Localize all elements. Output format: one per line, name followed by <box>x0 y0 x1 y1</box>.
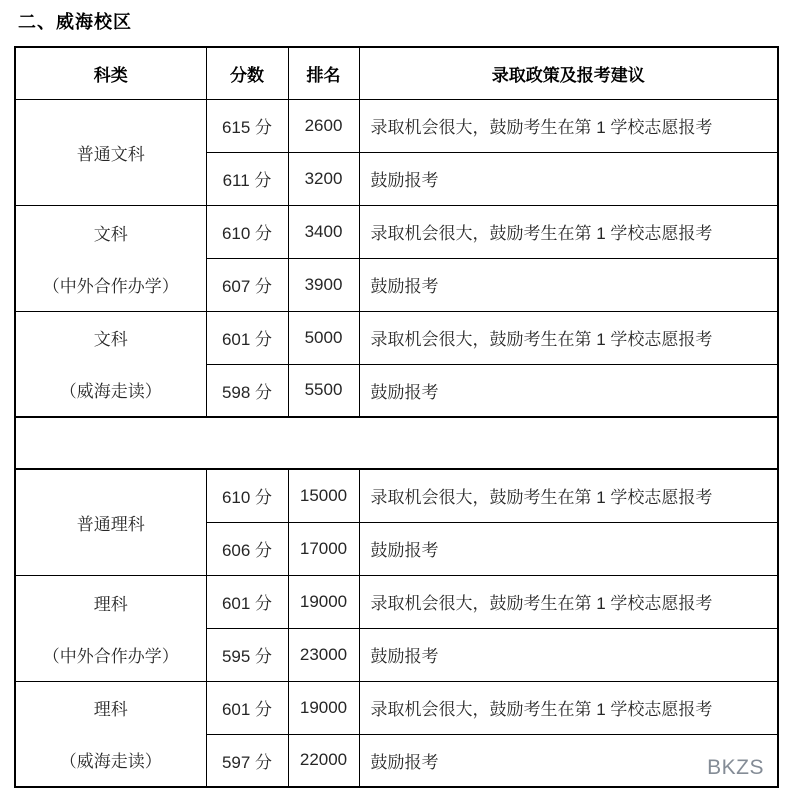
category-sublabel: （威海走读） <box>59 752 162 772</box>
advice-cell: 录取机会很大，鼓励考生在第 1 学校志愿报考 <box>359 99 778 152</box>
table-row <box>15 575 778 628</box>
rank-cell: 15000 <box>288 469 359 522</box>
score-cell: 601 分 <box>206 681 288 734</box>
rank-cell: 23000 <box>288 628 359 681</box>
advice-cell: 录取机会很大，鼓励考生在第 1 学校志愿报考 <box>359 311 778 364</box>
advice-cell: 鼓励报考 <box>359 152 778 205</box>
score-cell: 595 分 <box>206 628 288 681</box>
table-row <box>15 205 778 258</box>
advice-cell: 鼓励报考 <box>359 734 778 787</box>
category-label: 文科 <box>93 224 128 244</box>
rank-cell: 5000 <box>288 311 359 364</box>
admission-score-table <box>14 46 779 788</box>
category-cell <box>15 575 206 681</box>
rank-cell: 19000 <box>288 681 359 734</box>
category-sublabel: （威海走读） <box>59 382 162 402</box>
page-title: 二、威海校区 <box>18 12 132 32</box>
score-cell: 615 分 <box>206 99 288 152</box>
advice-cell: 鼓励报考 <box>359 628 778 681</box>
rank-cell: 22000 <box>288 734 359 787</box>
rank-cell: 2600 <box>288 99 359 152</box>
watermark: BKZS <box>707 756 764 779</box>
rank-cell: 3200 <box>288 152 359 205</box>
rank-cell: 19000 <box>288 575 359 628</box>
score-cell: 606 分 <box>206 522 288 575</box>
rank-cell: 3400 <box>288 205 359 258</box>
score-cell: 598 分 <box>206 364 288 417</box>
table-row <box>15 99 778 152</box>
advice-cell: 鼓励报考 <box>359 258 778 311</box>
spacer-row <box>15 417 778 469</box>
score-cell: 601 分 <box>206 311 288 364</box>
category-cell <box>15 99 206 205</box>
table-row <box>15 681 778 734</box>
score-cell: 597 分 <box>206 734 288 787</box>
header-advice: 录取政策及报考建议 <box>359 47 778 99</box>
category-cell <box>15 205 206 311</box>
header-rank: 排名 <box>288 47 359 99</box>
score-cell: 607 分 <box>206 258 288 311</box>
advice-cell: 录取机会很大，鼓励考生在第 1 学校志愿报考 <box>359 681 778 734</box>
spacer-row-cell <box>15 417 778 469</box>
header-category: 科类 <box>15 47 206 99</box>
header-score: 分数 <box>206 47 288 99</box>
advice-cell: 录取机会很大，鼓励考生在第 1 学校志愿报考 <box>359 469 778 522</box>
category-cell <box>15 681 206 787</box>
category-sublabel: （中外合作办学） <box>42 276 179 296</box>
score-cell: 611 分 <box>206 152 288 205</box>
category-label: 普通理科 <box>76 514 145 534</box>
category-cell <box>15 311 206 417</box>
advice-cell: 录取机会很大，鼓励考生在第 1 学校志愿报考 <box>359 575 778 628</box>
advice-cell: 鼓励报考 <box>359 522 778 575</box>
score-cell: 610 分 <box>206 205 288 258</box>
category-label: 普通文科 <box>76 144 145 164</box>
category-sublabel: （中外合作办学） <box>42 646 179 666</box>
score-cell: 601 分 <box>206 575 288 628</box>
table-row <box>15 469 778 522</box>
table-header-row <box>15 47 778 99</box>
rank-cell: 17000 <box>288 522 359 575</box>
category-label: 文科 <box>93 330 128 350</box>
table-row <box>15 311 778 364</box>
advice-cell: 鼓励报考 <box>359 364 778 417</box>
score-cell: 610 分 <box>206 469 288 522</box>
category-label: 理科 <box>93 594 128 614</box>
rank-cell: 5500 <box>288 364 359 417</box>
category-label: 理科 <box>93 700 128 720</box>
advice-cell: 录取机会很大，鼓励考生在第 1 学校志愿报考 <box>359 205 778 258</box>
rank-cell: 3900 <box>288 258 359 311</box>
category-cell <box>15 469 206 575</box>
